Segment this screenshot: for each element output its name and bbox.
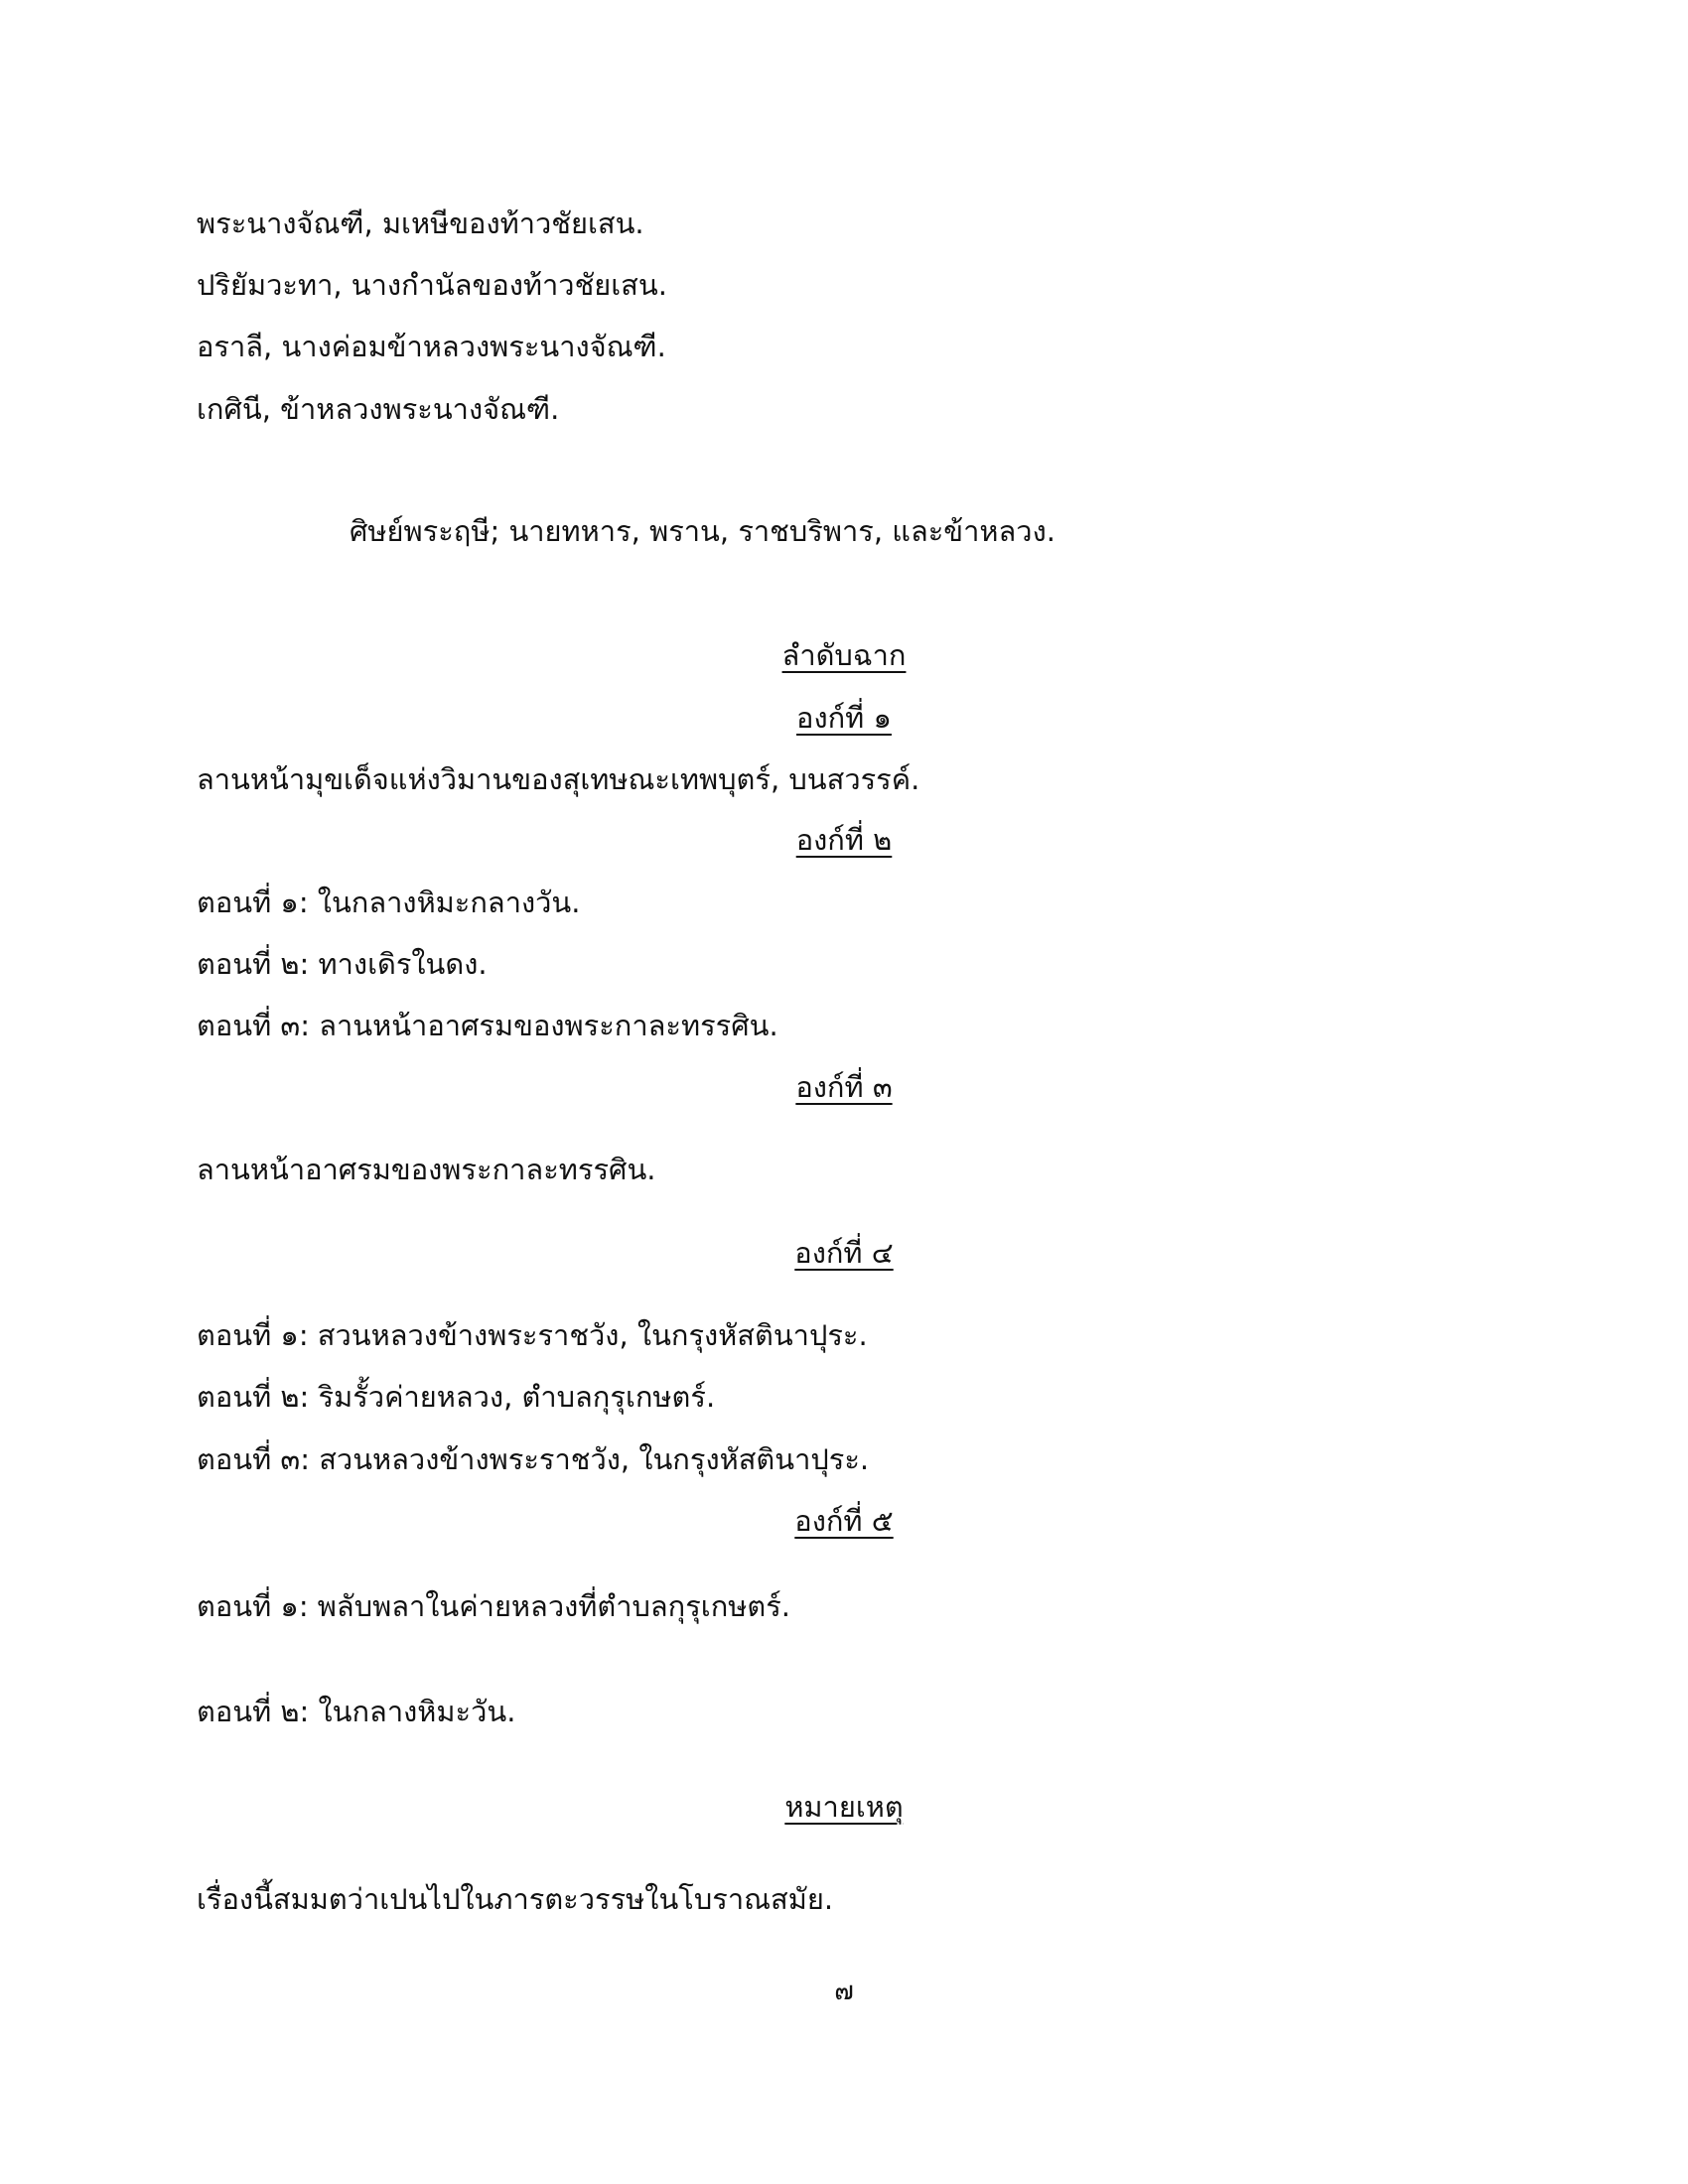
scene-line: ตอนที่ ๑: พลับพลาในค่ายหลวงที่ตำบลกุรุเกษตร์. <box>197 1589 791 1623</box>
page-number: ๗ <box>834 1977 854 2006</box>
character-line: เกศินี, ข้าหลวงพระนางจัณฑี. <box>197 392 560 426</box>
scene-line: ลานหน้าอาศรมของพระกาละทรรศิน. <box>197 1153 656 1186</box>
scene-line: ตอนที่ ๒: ทางเดิรในดง. <box>197 947 488 981</box>
scene-line: ตอนที่ ๓: สวนหลวงข้างพระราชวัง, ในกรุงหัสตินาปุระ. <box>197 1442 870 1476</box>
act-heading: องก์ที่ ๑ <box>796 701 892 735</box>
act-heading: องก์ที่ ๕ <box>794 1504 894 1538</box>
extras-line: ศิษย์พระฤษี; นายทหาร, พราน, ราชบริพาร, และข้าหลวง. <box>350 514 1055 548</box>
note-text: เรื่องนี้สมมตว่าเปนไปในภารตะวรรษในโบราณสมัย. <box>197 1882 834 1916</box>
scene-line: ลานหน้ามุขเด็จแห่งวิมานของสุเทษณะเทพบุตร์, บนสวรรค์. <box>197 762 920 796</box>
scene-line: ตอนที่ ๒: ริมรั้วค่ายหลวง, ตำบลกุรุเกษตร์. <box>197 1380 716 1414</box>
note-title: หมายเหตุ <box>784 1790 904 1824</box>
scene-order-title: ลำดับฉาก <box>781 638 907 672</box>
act-heading: องก์ที่ ๔ <box>794 1236 894 1270</box>
character-line: อราลี, นางค่อมข้าหลวงพระนางจัณฑี. <box>197 330 666 363</box>
character-line: ปริยัมวะทา, นางกำนัลของท้าวชัยเสน. <box>197 268 667 302</box>
act-heading: องก์ที่ ๓ <box>795 1070 893 1104</box>
scene-line: ตอนที่ ๓: ลานหน้าอาศรมของพระกาละทรรศิน. <box>197 1009 778 1042</box>
scene-line: ตอนที่ ๑: สวนหลวงข้างพระราชวัง, ในกรุงหัสตินาปุระ. <box>197 1318 868 1352</box>
act-heading: องก์ที่ ๒ <box>795 823 893 857</box>
scene-line: ตอนที่ ๒: ในกลางหิมะวัน. <box>197 1695 516 1728</box>
scene-line: ตอนที่ ๑: ในกลางหิมะกลางวัน. <box>197 886 581 919</box>
character-line: พระนางจัณฑี, มเหษีของท้าวชัยเสน. <box>197 206 644 240</box>
